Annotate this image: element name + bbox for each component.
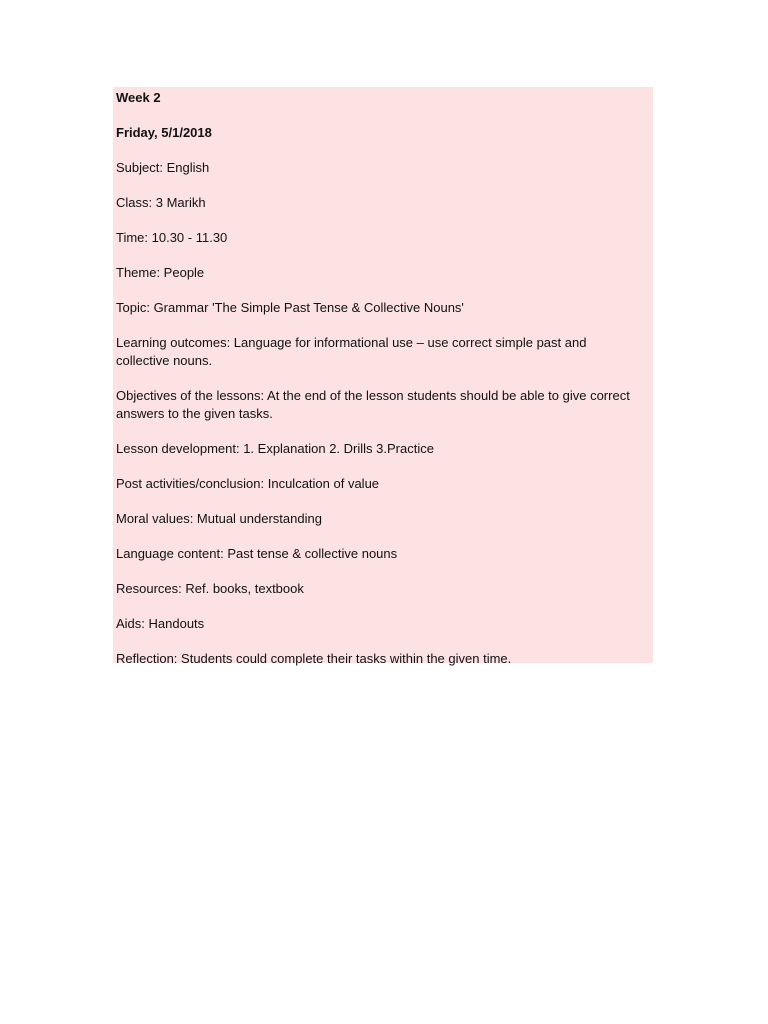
reflection-line: Reflection: Students could complete their tasks within the given time.: [116, 651, 512, 666]
spacer: [116, 282, 653, 299]
lesson-plan-block: [113, 87, 653, 666]
learning-outcomes-line: Learning outcomes: Language for informational use – use correct simple past and collective nouns.: [116, 335, 587, 368]
spacer: [116, 247, 653, 264]
week-heading: Week 2: [116, 90, 161, 105]
lesson-development-line: Lesson development: 1. Explanation 2. Drills 3.Practice: [116, 441, 434, 456]
date-heading: Friday, 5/1/2018: [116, 125, 212, 140]
theme-line: Theme: People: [116, 265, 205, 280]
aids-line: Aids: Handouts: [116, 616, 205, 631]
subject-line: Subject: English: [116, 160, 210, 175]
spacer: [116, 142, 653, 159]
spacer: [116, 493, 653, 510]
moral-values-line: Moral values: Mutual understanding: [116, 511, 322, 526]
spacer: [116, 212, 653, 229]
spacer: [116, 563, 653, 580]
spacer: [116, 107, 653, 124]
spacer: [116, 528, 653, 545]
spacer: [116, 423, 653, 440]
resources-line: Resources: Ref. books, textbook: [116, 581, 304, 596]
spacer: [116, 598, 653, 615]
language-content-line: Language content: Past tense & collective nouns: [116, 546, 398, 561]
spacer: [116, 370, 653, 387]
post-activities-line: Post activities/conclusion: Inculcation of value: [116, 476, 380, 491]
spacer: [116, 177, 653, 194]
spacer: [116, 633, 653, 650]
topic-line: Topic: Grammar 'The Simple Past Tense & Collective Nouns': [116, 300, 464, 315]
objectives-line: Objectives of the lessons: At the end of the lesson students should be able to give correct answers to the given tasks.: [116, 388, 630, 421]
time-line: Time: 10.30 - 11.30: [116, 230, 228, 245]
spacer: [116, 317, 653, 334]
spacer: [116, 458, 653, 475]
class-line: Class: 3 Marikh: [116, 195, 206, 210]
